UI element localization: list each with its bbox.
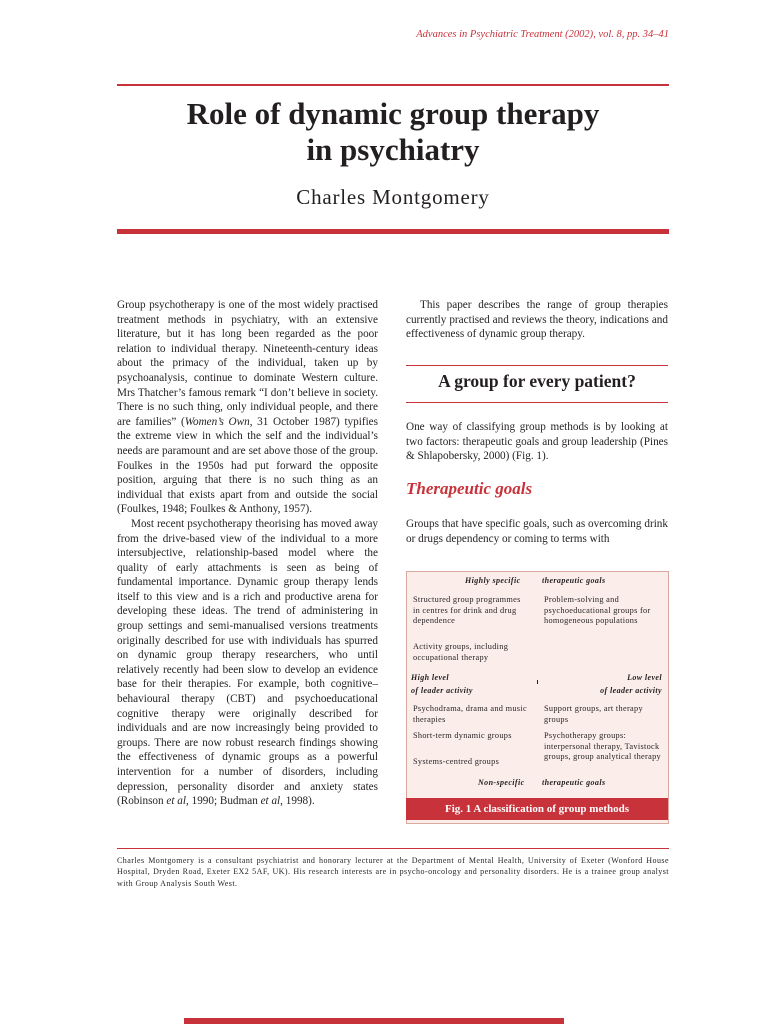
bottom-bar <box>184 1018 564 1024</box>
axis-label-top-left: Highly specific <box>465 576 521 585</box>
axis-label-bottom-left: Non-specific <box>478 778 525 787</box>
right-paragraph-goals <box>406 517 668 546</box>
journal-reference: Advances in Psychiatric Treatment (2002), vol. 8, pp. 34–41 <box>416 29 669 40</box>
paragraph-intro <box>117 298 378 517</box>
article-author: Charles Montgomery <box>296 185 490 209</box>
paragraph-goals: Groups that have specific goals, such as overcoming drink or drugs dependency or coming to terms with <box>406 518 668 545</box>
quadrant-top-left-item: Activity groups, including occupational therapy <box>413 642 509 662</box>
right-paragraph-classification <box>406 420 668 464</box>
left-column <box>117 298 378 809</box>
title-rule <box>117 229 669 234</box>
figure-caption: Fig. 1 A classification of group methods <box>406 798 668 820</box>
axis-label-high-level-activity: of leader activity <box>411 686 473 695</box>
citation-etal: et al <box>166 795 186 808</box>
article-title <box>117 96 669 168</box>
right-intro <box>406 298 668 342</box>
quadrant-top-right-item: Problem-solving and psychoeducational groups for homogeneous populations <box>544 595 651 626</box>
quadrant-bottom-left-item: Systems-centred groups <box>413 757 500 766</box>
paragraph-theory <box>117 517 378 809</box>
section-rule-top <box>406 365 668 366</box>
paragraph-classification: One way of classifying group methods is by looking at two factors: therapeutic goals and group leadership (Pines & Shlapobersky, 2000) (Fig. 1). <box>406 421 668 463</box>
title-line-1: Role of dynamic group therapy <box>186 96 600 131</box>
quadrant-bottom-left-item: Short-term dynamic groups <box>413 731 512 740</box>
axis-label-high-level: High level <box>411 673 449 682</box>
axis-center-tick <box>537 680 538 684</box>
quadrant-bottom-right-item: Psychotherapy groups: interpersonal therapy, Tavistock groups, group analytical therapy <box>544 731 661 762</box>
axis-label-low-level: Low level <box>627 673 662 682</box>
title-line-2: in psychiatry <box>306 132 480 167</box>
top-rule <box>117 84 669 86</box>
citation-etal: et al <box>260 795 281 808</box>
section-rule-bottom <box>406 402 668 403</box>
axis-label-bottom-right: therapeutic goals <box>542 778 606 787</box>
paragraph-text: , 31 October 1987) typifies the extreme view in which the self and the individual’s needs are paramount and are set above those of the group. Foulkes in the 1950s had put forward the opposite position, arguing that there is no such thing as an individual that exists apart from and outside the social (Foulkes, 1948; Foulkes & Anthony, 1957). <box>117 415 379 516</box>
section-heading: A group for every patient? <box>438 371 636 391</box>
paragraph-scope: This paper describes the range of group therapies currently practised and reviews the theory, indications and effectiveness of dynamic group therapy. <box>406 299 668 341</box>
axis-label-low-level-activity: of leader activity <box>600 686 662 695</box>
paragraph-text: Most recent psychotherapy theorising has moved away from the drive-based view of the individual to a more intersubjective, relationship-based model where the quality of early attachments is seen as being of fundamental importance. Dynamic group therapy lends itself to this view and is a rich and productive arena for developing these ideas. The trend of administering in group settings and semi-manualised versions treatments originally described for use with individuals has spurred on dynamic group therapy researchers, who until relatively recently had been slow to develop an evidence base for their therapies. For example, both cognitive–behavioural therapy (CBT) and psychoeducational cognitive therapy were originally described for individuals and are now increasingly being provided to groups. There are now robust research findings showing the effectiveness of dynamic groups as a powerful intervention for a number of disorders, including depression, personality disorder and anxiety states (Robinson <box>117 517 378 808</box>
paragraph-text: , 1998). <box>280 795 315 808</box>
axis-label-top-right: therapeutic goals <box>542 576 606 585</box>
footnote-rule <box>117 848 669 849</box>
quadrant-bottom-right-item: Support groups, art therapy groups <box>544 704 643 724</box>
quadrant-top-left-item: Structured group programmes in centres for drink and drug dependence <box>413 595 521 626</box>
author-footnote: Charles Montgomery is a consultant psychiatrist and honorary lecturer at the Department of Mental Health, University of Exeter (Wonford House Hospital, Dryden Road, Exeter EX2 5AF, UK). His research interests are in psycho-oncology and personality disorders. He is a trainee group analyst with Group Analysis South West. <box>117 856 669 888</box>
paragraph-text: Group psychotherapy is one of the most widely practised treatment methods in psychiatry, with an extensive literature, but it has long been regarded as the poor relation to individual therapy. Nineteenth-century ideas about the primacy of the individual, taken up by psychoanalysis, continue to dominate Western culture. Mrs Thatcher’s famous remark “I don’t believe in society. There is no such thing, only individual people, and there are families” ( <box>117 299 378 428</box>
quadrant-bottom-left-item: Psychodrama, drama and music therapies <box>413 704 527 724</box>
figure-classification <box>406 571 669 824</box>
paragraph-text: , 1990; Budman <box>186 795 261 808</box>
subsection-heading: Therapeutic goals <box>406 479 533 498</box>
italic-source: Women’s Own <box>184 415 250 428</box>
